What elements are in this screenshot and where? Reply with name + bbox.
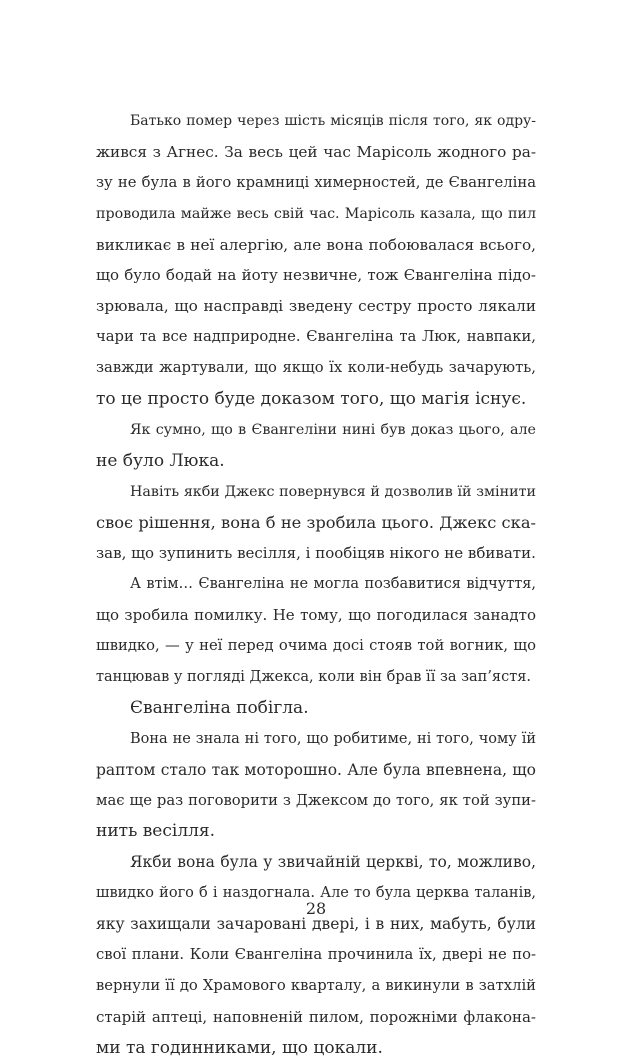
paragraph: [96, 724, 536, 848]
text-line: нить весілля.: [96, 821, 216, 842]
text-line: Вона не знала ні того, що робитиме, ні того, чому їй: [130, 730, 536, 747]
text-line: своє рішення, вона б не зробила цього. Джекс ска-: [96, 512, 536, 532]
paragraph: [96, 847, 536, 1063]
text-line: свої плани. Коли Євангеліна прочинила їх, двері не по-: [96, 946, 536, 964]
text-line: старій аптеці, наповненій пилом, порожніми флакона-: [96, 1007, 536, 1026]
text-line: раптом стало так моторошно. Але була впевнена, що: [96, 760, 536, 779]
text-line: А втім… Євангеліна не могла позбавитися відчуття,: [130, 576, 536, 593]
text-line: жився з Агнес. За весь цей час Марісоль жодного ра-: [96, 142, 536, 161]
text-line: завжди жартували, що якщо їх коли-небудь зачарують,: [96, 359, 536, 377]
paragraph: [96, 477, 536, 570]
text-line: яку захищали зачаровані двері, і в них, мабуть, були: [96, 915, 536, 934]
text-line: що зробила помилку. Не тому, що погодилася занадто: [96, 606, 536, 625]
text-line: має ще раз поговорити з Джексом до того, як той зупи-: [96, 791, 536, 809]
text-line: викликає в неї алергію, але вона побоювалася всього,: [96, 235, 536, 254]
text-line: швидко його б і наздогнала. Але то була церква таланів,: [96, 885, 536, 902]
body-text: [96, 106, 536, 1064]
text-line: зу не була в його крамниці химерностей, де Євангеліна: [96, 173, 536, 191]
text-line: Батько помер через шість місяців після того, як одру-: [130, 113, 536, 129]
paragraph: [96, 415, 536, 477]
text-line: що було бодай на йоту незвичне, тож Євангеліна підо-: [96, 266, 536, 285]
paragraph: [96, 693, 536, 724]
text-line: Навіть якби Джекс повернувся й дозволив їй змінити: [130, 483, 536, 500]
text-line: Як сумно, що в Євангеліни нині був доказ цього, але: [130, 421, 536, 438]
paragraph: [96, 106, 536, 415]
text-line: зав, що зупинить весілля, і пообіцяв нікого не вбивати.: [96, 544, 536, 563]
text-line: танцював у погляді Джекса, коли він брав її за зап’ястя.: [96, 669, 531, 686]
text-line: вернули її до Храмового кварталу, а викинули в затхлій: [96, 976, 536, 994]
text-line: Якби вона була у звичайній церкві, то, можливо,: [130, 853, 536, 872]
page-number: 28: [305, 899, 327, 918]
text-line: проводила майже весь свій час. Марісоль казала, що пил: [96, 205, 536, 222]
text-line: Євангеліна побігла.: [130, 697, 309, 718]
paragraph: [96, 569, 536, 693]
text-line: швидко, — у неї перед очима досі стояв той вогник, що: [96, 637, 536, 655]
text-line: не було Люка.: [96, 450, 225, 471]
text-line: то це просто буде доказом того, що магія існує.: [96, 389, 527, 410]
text-line: ми та годинниками, що цокали.: [96, 1037, 383, 1058]
text-line: зрювала, що насправді зведену сестру просто лякали: [96, 297, 536, 316]
text-line: чари та все надприродне. Євангеліна та Люк, навпаки,: [96, 328, 536, 346]
